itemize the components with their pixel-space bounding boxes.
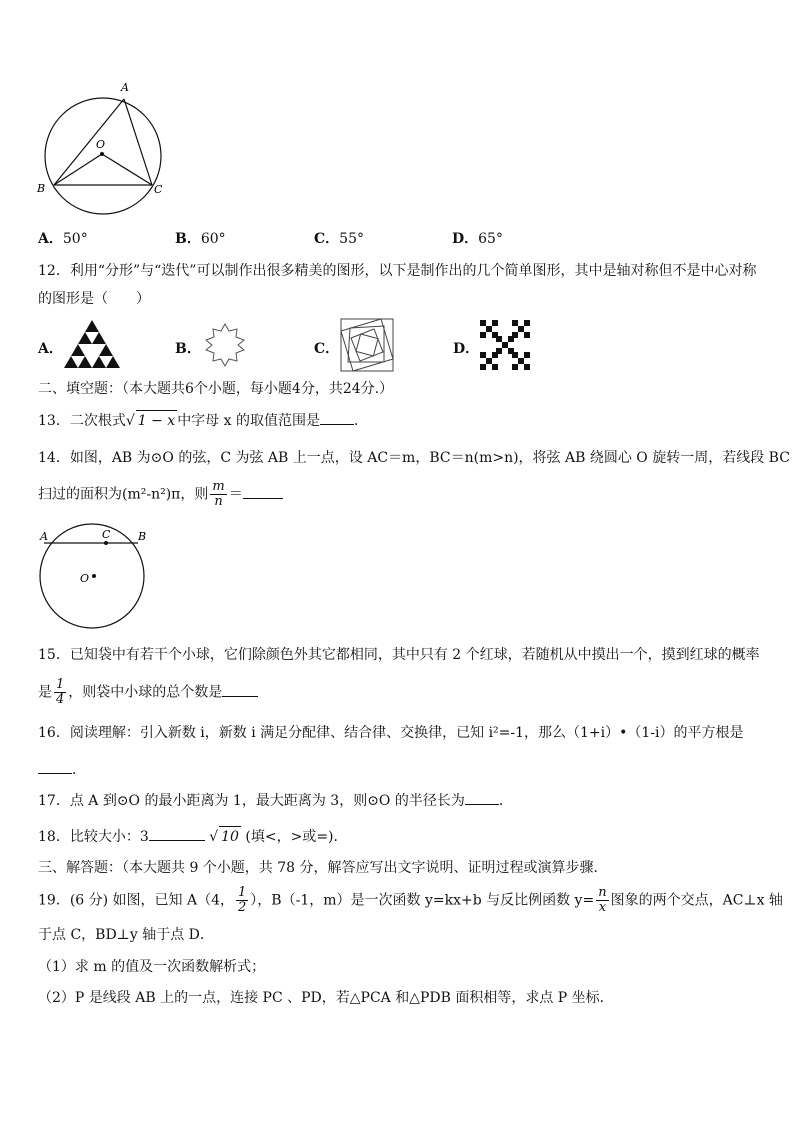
- q14-label-o: O: [80, 572, 90, 585]
- q18-line: 18．比较大小：3 √ 10 (填<，>或=)．: [38, 826, 348, 847]
- q16-line1: 16．阅读理解：引入新数 i，新数 i 满足分配律、结合律、交换律，已知 i²=-1，那么（1+i）•（1-i）的平方根是: [38, 725, 744, 741]
- q19-sub2: （2）P 是线段 AB 上的一点，连接 PC 、PD，若△PCA 和△PDB 面积相等，求点 P 坐标．: [38, 990, 614, 1006]
- q12-option-c: C．: [314, 341, 340, 357]
- q13-radicand: 1 − x: [136, 410, 177, 431]
- q19-fraction-a: $\frac{1}{2}$: [238, 885, 247, 915]
- q11-label-b: B: [37, 182, 46, 195]
- q19-line1: 19．(6 分) 如图，已知 A（4， $\frac{1}{2}$ ），B（-1，m）是一次函数 y=kx+b 与反比例函数 y= $\frac{n}{x}$ 图象的两个交点，AC⊥x 轴: [38, 885, 783, 915]
- q12-rotating-squares-figure: [340, 318, 394, 372]
- q14-fraction: $\frac{m}{n}$: [212, 479, 225, 509]
- q11-label-a: A: [121, 81, 129, 94]
- q11-option-b: B．60°: [175, 231, 226, 247]
- q12-line1: 12．利用“分形”与“迭代”可以制作出很多精美的图形，以下是制作出的几个简单图形，其中是轴对称但不是中心对称: [38, 263, 757, 279]
- q15-line2: 是 $\frac{1}{4}$ ，则袋中小球的总个数是: [38, 678, 258, 707]
- q17-answer-blank: [465, 790, 499, 805]
- q18-radicand: 10: [219, 826, 241, 847]
- q15-answer-blank: [222, 682, 258, 697]
- q12-koch-snowflake-figure: [200, 320, 250, 370]
- q12-option-a: A．: [38, 341, 63, 357]
- q11-option-d: D．65°: [452, 231, 503, 247]
- q11-option-a: A．50°: [38, 231, 88, 247]
- q14-label-a: A: [40, 530, 48, 543]
- q15-fraction: $\frac{1}{4}$: [56, 677, 65, 707]
- q18-answer-blank: [149, 826, 205, 841]
- q14-label-b: B: [138, 530, 147, 543]
- q14-line2: 扫过的面积为(m²-n²)π，则 $\frac{m}{n}$ ＝: [38, 480, 283, 509]
- q15-line1: 15．已知袋中有若干个小球，它们除颜色外其它都相同，其中只有 2 个红球，若随机从中摸出一个，摸到红球的概率: [38, 647, 760, 663]
- section3-heading: 三、解答题：（本大题共 9 个小题，共 78 分，解答应写出文字说明、证明过程或演算步骤．: [38, 860, 608, 876]
- q19-line2: 于点 C，BD⊥y 轴于点 D．: [38, 927, 214, 943]
- q16-answer-blank: [38, 759, 72, 774]
- q14-answer-blank: [243, 484, 283, 499]
- q12-checker-fractal-figure: [480, 320, 530, 370]
- q11-label-c: C: [154, 183, 163, 196]
- q14-circle-chord-figure: [36, 522, 156, 634]
- section2-heading: 二、填空题：（本大题共6个小题，每小题4分，共24分.）: [38, 381, 394, 397]
- q12-line2: 的图形是（ ）: [38, 291, 150, 307]
- q13-line: 13．二次根式√ 1 − x 中字母 x 的取值范围是 ．: [38, 410, 368, 431]
- q16-line2: ．: [38, 759, 86, 780]
- q13-answer-blank: [320, 410, 354, 425]
- q17-line: 17．点 A 到⊙O 的最小距离为 1，最大距离为 3，则⊙O 的半径长为 ．: [38, 790, 513, 811]
- q11-circle-figure: [34, 78, 174, 218]
- q11-option-c: C．55°: [314, 231, 364, 247]
- q12-sierpinski-figure: [62, 318, 122, 372]
- q11-label-o: O: [96, 138, 106, 151]
- q14-line1: 14．如图，AB 为⊙O 的弦，C 为弦 AB 上一点，设 AC＝m，BC＝n(m>n)，将弦 AB 绕圆心 O 旋转一周，若线段 BC: [38, 450, 790, 466]
- q12-option-b: B．: [175, 341, 201, 357]
- q12-option-d: D．: [453, 341, 480, 357]
- q19-fraction-n-over-x: $\frac{n}{x}$: [598, 885, 607, 915]
- q14-label-c: C: [102, 528, 111, 541]
- q19-sub1: （1）求 m 的值及一次函数解析式；: [38, 959, 266, 975]
